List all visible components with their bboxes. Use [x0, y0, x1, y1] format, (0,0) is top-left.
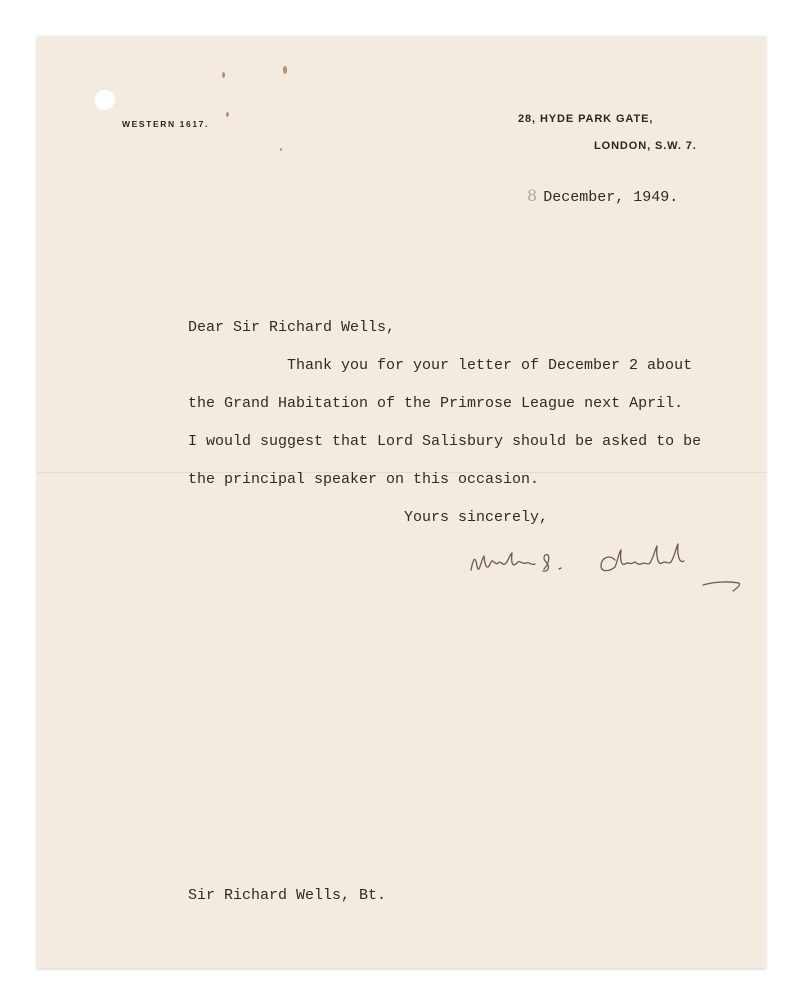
- paper-speck: [222, 72, 225, 78]
- date-month-year: December, 1949.: [543, 189, 679, 206]
- letter-paper: [37, 36, 766, 968]
- letterhead-telephone: WESTERN 1617.: [122, 119, 209, 129]
- closing: Yours sincerely,: [404, 509, 549, 526]
- body-line: the principal speaker on this occasion.: [188, 471, 540, 488]
- body-line: Thank you for your letter of December 2 about: [287, 357, 693, 374]
- punch-hole: [93, 88, 115, 110]
- recipient-line: Sir Richard Wells, Bt.: [188, 887, 387, 904]
- letter-date: [527, 186, 678, 206]
- paper-speck: [280, 148, 282, 151]
- letterhead-address-line-1: 28, HYDE PARK GATE,: [518, 113, 654, 125]
- body-line: the Grand Habitation of the Primrose League next April.: [188, 395, 684, 412]
- body-line: I would suggest that Lord Salisbury should be asked to be: [188, 433, 702, 450]
- paper-speck: [283, 66, 287, 74]
- letterhead-address-line-2: LONDON, S.W. 7.: [594, 140, 697, 152]
- date-day-handwritten: 8: [527, 186, 538, 205]
- paper-speck: [226, 112, 229, 117]
- signature: [465, 536, 755, 596]
- salutation: Dear Sir Richard Wells,: [188, 319, 396, 336]
